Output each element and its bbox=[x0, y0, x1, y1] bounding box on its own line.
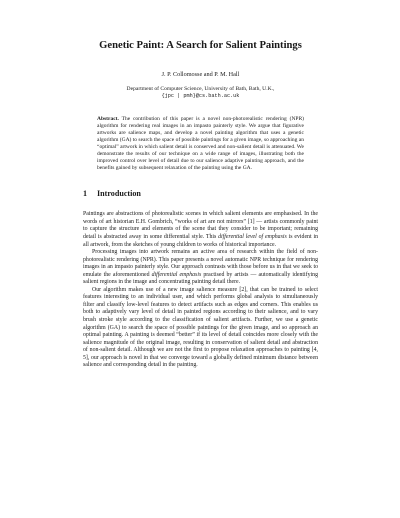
paragraph-1-emphasis: differential level of emphasis bbox=[218, 234, 287, 241]
abstract-text: The contribution of this paper is a novel non-photorealistic rendering (NPR) algorithm for rendering real images in an impasto painterly style. We argue that figurative artworks are salience maps, and develop a novel painting algorithm that uses a genetic algorithm (GA) to search the space of possible paintings for a given image, so approaching an “optimal” artwork in which salient detail is conserved and non-salient detail is attenuated. We demonstrate the results of our technique on a wide range of images, illustrating both the improved control over level of detail due to our salience adaptive painting approach, and the benefits gained by subsequent relaxation of the painting using the GA. bbox=[97, 116, 304, 172]
section-number: 1 bbox=[83, 189, 88, 199]
paragraph-1-text-b: is evident in all artwork, from the sketches of young children to works of historical importance. bbox=[83, 234, 318, 248]
abstract bbox=[97, 116, 304, 172]
paragraph-2-emphasis: differential emphasis bbox=[151, 271, 202, 278]
introduction-body bbox=[83, 211, 318, 369]
section-heading-introduction bbox=[83, 189, 318, 199]
author-affiliation: Department of Computer Science, University of Bath, Bath, U.K., bbox=[126, 86, 275, 92]
author-email: {jpc | pmh}@cs.bath.ac.uk bbox=[161, 93, 240, 99]
paper-title: Genetic Paint: A Search for Salient Paintings bbox=[99, 40, 302, 51]
paragraph-2 bbox=[83, 249, 318, 287]
paragraph-2-text-a: Processing images into artwork remains an active area of research within the field of non-photorealistic rendering (NPR). This paper presents a novel automatic NPR technique for rendering images in an impasto painterly style. Our approach contrasts with those before us in that we seek to emulate the aforementioned bbox=[83, 249, 318, 278]
paragraph-2-text-b: practised by artists — automatically identifying salient regions in the image and concentrating painting detail there. bbox=[83, 271, 319, 286]
section-title: Introduction bbox=[97, 189, 141, 199]
paragraph-3: Our algorithm makes use of a new image salience measure [2], that can be trained to select features interesting to an individual user, and which performs global analysis to simultaneously filter and classify low-level features to detect artifacts such as edges and corners. This enables us both to adaptively vary level of detail in painted regions according to their salience, and to vary brush stroke style according to the classification of salient artifacts. Further, we use a genetic algorithm (GA) to search the space of possible paintings for the given image, and so approach an optimal painting. A painting is deemed “better” if its level of detail coincides more closely with the salience magnitude of the original image, resulting in conservation of salient detail and abstraction of non-salient detail. Although we are not the first to propose relaxation approaches to painting [4, 5], our approach is novel in that we converge toward a globally defined minimum distance between salience and corresponding detail in the painting. bbox=[83, 286, 318, 369]
paper-authors: J. P. Collomosse and P. M. Hall bbox=[161, 71, 240, 78]
abstract-label: Abstract. bbox=[97, 116, 119, 122]
paragraph-1-text-a: Paintings are abstractions of photorealistic scenes in which salient elements are emphasised. In the words of art historian E.H. Gombrich, “works of art are not mirrors” [1] — artists commonly paint to capture the structure and elements of the scene that they consider to be important; remaining detail is abstracted away in some differential style. This bbox=[83, 211, 318, 241]
paragraph-1 bbox=[83, 211, 318, 249]
